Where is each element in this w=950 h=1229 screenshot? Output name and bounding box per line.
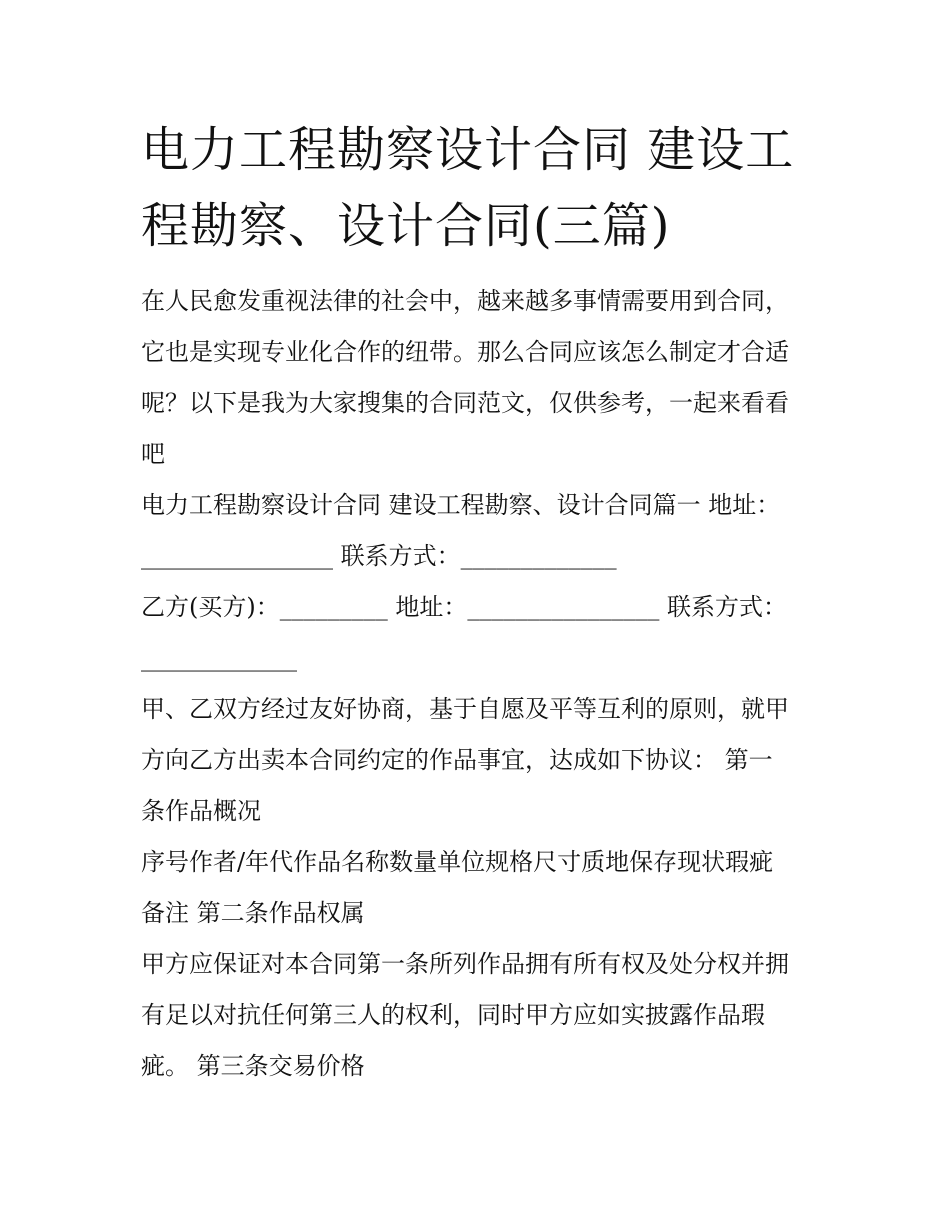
- title-line: 程勘察、设计合同(三篇): [141, 198, 671, 254]
- intro-line: 它也是实现专业化合作的纽带。那么合同应该怎么制定才合适: [141, 338, 789, 366]
- party-b-line: 乙方(买方)：_________ 地址：________________ 联系方式：: [141, 593, 787, 621]
- article-one-line: 条作品概况: [141, 797, 261, 825]
- intro-line: 吧: [141, 440, 165, 468]
- agreement-line: 甲、乙双方经过友好协商，基于自愿及平等互利的原则，就甲: [141, 695, 789, 723]
- ownership-line: 有足以对抗任何第三人的权利，同时甲方应如实披露作品瑕: [141, 1001, 765, 1029]
- party-a-contact-line: ________________ 联系方式：_____________: [141, 542, 617, 570]
- party-b-contact-line: _____________: [141, 644, 297, 672]
- intro-line: 呢？以下是我为大家搜集的合同范文，仅供参考，一起来看看: [141, 389, 789, 417]
- document-title: [141, 112, 831, 264]
- title-line: 电力工程勘察设计合同 建设工: [141, 122, 795, 178]
- article-three-line: 疵。 第三条交易价格: [141, 1052, 365, 1080]
- table-header-line: 序号作者/年代作品名称数量单位规格尺寸质地保存现状瑕疵: [141, 848, 774, 876]
- document-body: [141, 276, 831, 1092]
- article-two-line: 备注 第二条作品权属: [141, 899, 365, 927]
- ownership-line: 甲方应保证对本合同第一条所列作品拥有所有权及处分权并拥: [141, 950, 789, 978]
- contract-heading-line: 电力工程勘察设计合同 建设工程勘察、设计合同篇一 地址：: [141, 491, 781, 519]
- agreement-line: 方向乙方出卖本合同约定的作品事宜，达成如下协议： 第一: [141, 746, 773, 774]
- intro-line: 在人民愈发重视法律的社会中，越来越多事情需要用到合同，: [141, 287, 789, 315]
